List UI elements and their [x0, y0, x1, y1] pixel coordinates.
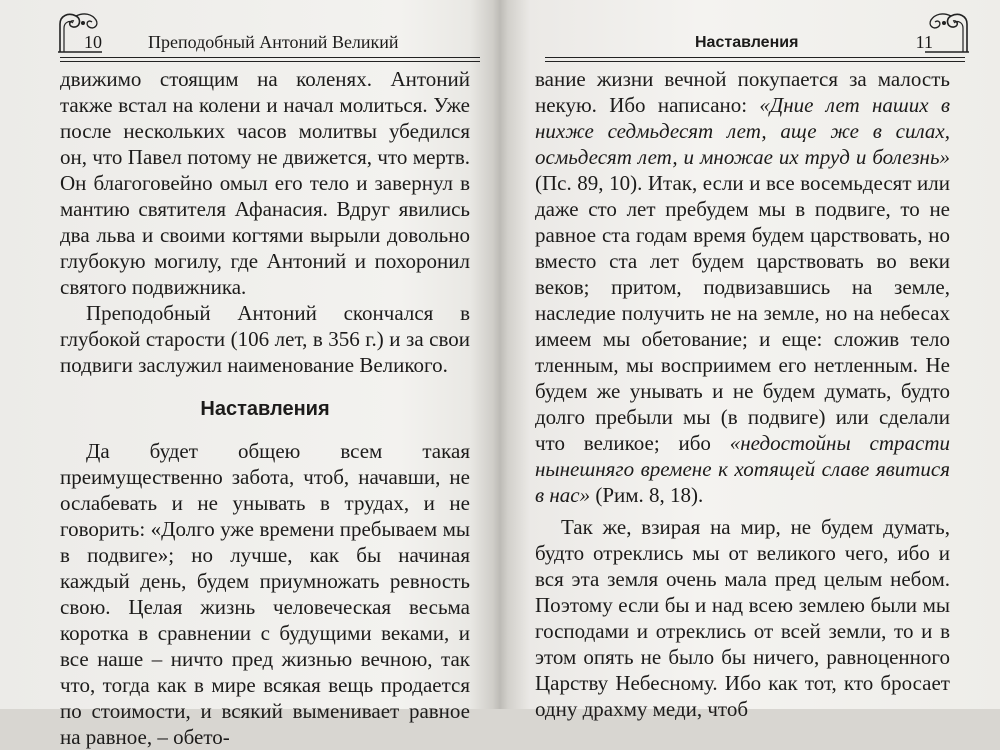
paragraph: движимо стоящим на коленях. Антоний также встал на колени и начал молиться. Уже после нескольких часов молитвы убедился он, что Павел потому не движется, что мертв. Он благоговейно омыл его тело и завернул в мантию святителя Афанасия. Вдруг явились два льва и своими когтями вырыли довольно глубокую могилу, где Антоний и похоронил святого подвижника.: [60, 67, 470, 299]
header-rule-thin: [545, 61, 965, 62]
ornament-icon: [925, 10, 971, 54]
paragraph: Так же, взирая на мир, не будем думать, будто отреклись мы от великого чего, ибо и вся эта земля очень мала пред целым небом. Поэтому если бы и над всею землею были мы господами и отреклись от всей земли, то и в этом опять не было бы ничего, равноценного Царству Небесному. Ибо как тот, кто бросает одну драхму меди, чтоб: [535, 515, 950, 721]
running-title: Преподобный Антоний Великий: [148, 32, 399, 52]
right-page: [505, 0, 1000, 721]
header-rule-thin: [60, 61, 480, 62]
paragraph: [535, 66, 950, 508]
scripture-quote: «недостойны страсти нынешняго времене к хотящей славе явитися в нас»: [535, 431, 950, 507]
text-run: (Пс. 89, 10). Итак, если и все восемьдесят или даже сто лет пребудем мы в подвиге, то не равное ста годам время будем царствовать, но вместо ста лет будем царствовать во веки веков; притом, подвизавшись на земле, наследие получить не на земле, но на небесах имеем мы обетование; и еще: сложив тело тленным, мы восприимем его нетленным. Не будем же унывать и не будем думать, будто долго пребыли мы (в подвиге) или сделали что великое; ибо: [535, 171, 950, 455]
header-rule: [60, 57, 480, 58]
left-page-text: [60, 66, 470, 750]
page-number: 11: [915, 32, 933, 52]
section-heading: Наставления: [200, 398, 330, 420]
scripture-quote: «Дние лет наших в нихже седмьдесят лет, аще же в силах, осмьдесят лет, и множае их труд и болезнь»: [535, 93, 950, 169]
running-title: Наставления: [695, 34, 799, 51]
right-page-header: [545, 16, 965, 58]
right-page-text: [535, 66, 950, 722]
paragraph: Да будет общею всем такая преимущественно забота, чтоб, начавши, не ослабевать и не унывать в трудах, и не говорить: «Долго уже времени пребываем мы в подвиге»; но лучше, как бы начиная каждый день, будем приумножать ревность свою. Целая жизнь человеческая весьма коротка в сравнении с будущими веками, и все наше – ничто пред жизнью вечною, так что, тогда как в мире всякая вещь продается по стоимости, и всякий выменивает равное на равное, – обето-: [60, 439, 470, 749]
text-run: (Рим. 8, 18).: [590, 483, 704, 507]
text-run: вание жизни вечной покупается за малость некую. Ибо написано:: [535, 67, 950, 117]
page-number: 10: [84, 32, 102, 52]
left-page: [0, 0, 490, 749]
left-page-header: [60, 16, 480, 58]
header-rule: [545, 57, 965, 58]
paragraph: Преподобный Антоний скончался в глубокой старости (106 лет, в 356 г.) и за свои подвиги заслужил наименование Великого.: [60, 301, 470, 377]
